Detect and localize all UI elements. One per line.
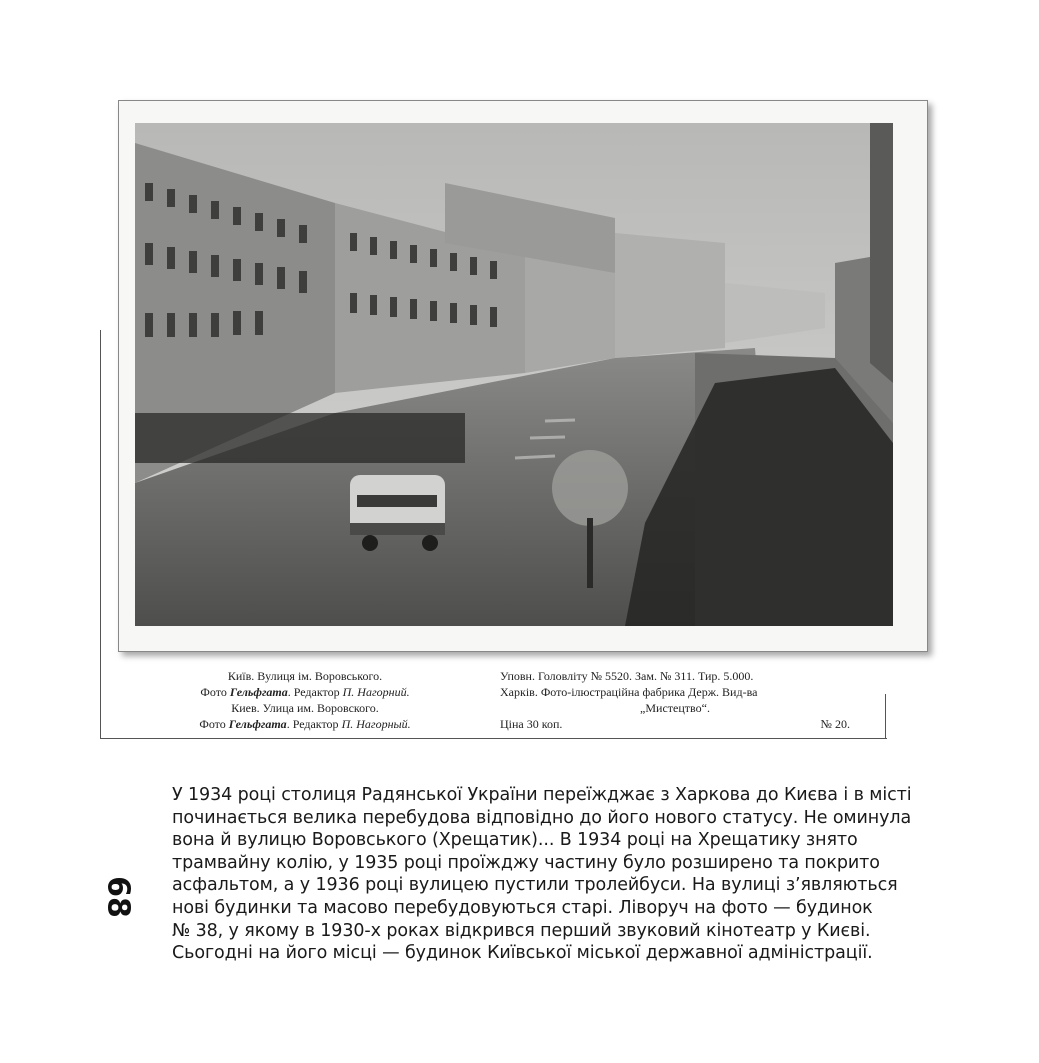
caption-ru-credit-prefix: Фото [199,717,229,731]
caption-ua-credit [140,684,470,700]
caption-number: № 20. [820,717,850,731]
body-line: вона й вулицю Воровського (Хрещатик)... В 1934 році на Хрещатику знято [172,830,858,851]
page-number: 68 [100,876,136,918]
caption-ru-credit [140,716,470,732]
body-line: У 1934 році столиця Радянської України переїжджає з Харкова до Києва і в місті [172,785,912,805]
caption-imprint-line3: „Мистецтво“. [640,701,710,715]
postcard [118,100,928,652]
street-photo [135,123,893,626]
caption-ua-credit-mid: . Редактор [287,685,343,699]
body-paragraph [172,784,928,965]
body-line: нові будинки та масово перебудовуються старі. Ліворуч на фото — будинок [172,897,873,918]
body-line: асфальтом, а у 1936 році вулицею пустили тролейбуси. На вулиці з’являються [172,875,898,896]
photo-caption-right [500,668,850,732]
caption-price-row [500,716,850,732]
caption-ru-editor: П. Нагорный. [341,717,411,731]
caption-ua-credit-prefix: Фото [200,685,230,699]
caption-ru-title: Киев. Улица им. Воровского. [231,701,379,715]
caption-ua-editor: П. Нагорний. [342,685,410,699]
caption-ru-photographer: Гельфгата [228,717,287,731]
body-line: трамвайну колію, у 1935 році проїжджу частину було розширено та покрито [172,852,880,873]
caption-ru-credit-mid: . Редактор [286,717,342,731]
photo-caption-left [140,668,470,732]
caption-price: Ціна 30 коп. [500,717,563,731]
body-line: № 38, у якому в 1930-х роках відкрився перший звуковий кінотеатр у Києві. [172,920,871,941]
caption-ua-photographer: Гельфгата [229,685,288,699]
caption-ua-title: Київ. Вулиця ім. Воровського. [227,669,383,683]
caption-imprint-line1: Уповн. Головліту № 5520. Зам. № 311. Тир. 5.000. [500,669,754,683]
postcard-frame-line-right [885,694,886,738]
caption-imprint-line2: Харків. Фото-ілюстраційна фабрика Держ. Вид-ва [500,685,758,699]
body-line: починається велика перебудова відповідно до його нового статусу. Не оминула [172,807,912,828]
body-line: Сьогодні на його місці — будинок Київської міської державної адміністрації. [172,943,873,964]
